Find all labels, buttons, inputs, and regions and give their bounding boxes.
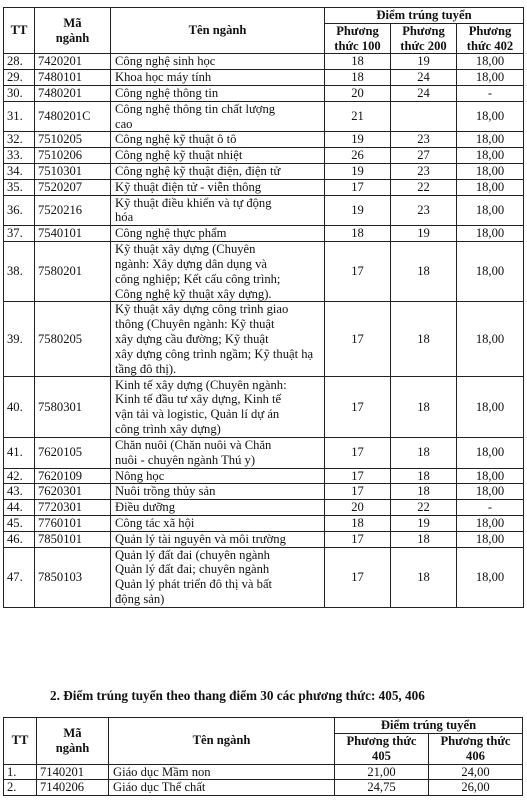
row-code: 7510205 [35,132,111,148]
row-score-100: 18 [325,226,391,242]
row-tt: 28. [4,54,35,70]
row-score-402: 18,00 [457,547,524,608]
row-score-200: 19 [391,226,457,242]
row-name: Công nghệ thông tin chất lượng cao [111,101,325,132]
row-score-402: 18,00 [457,241,524,302]
row-score-200: 18 [391,484,457,500]
row-score-100: 17 [325,302,391,377]
table-row [4,179,524,195]
row-score-200: 18 [391,377,457,438]
row-score-100: 17 [325,531,391,547]
header-method-406: Phương thức 406 [429,734,523,765]
table-row [4,163,524,179]
row-tt: 29. [4,70,35,86]
admission-scores-table-2 [3,717,523,796]
row-score-402: 18,00 [457,101,524,132]
header-code: Mã ngành [37,718,109,765]
header-method-402: Phương thức 402 [457,23,524,54]
row-tt: 32. [4,132,35,148]
row-score-402: 18,00 [457,226,524,242]
header-tt: TT [4,718,37,765]
row-tt: 40. [4,377,35,438]
header-score-group: Điểm trúng tuyển [325,8,524,24]
row-score-200: 22 [391,500,457,516]
row-code: 7520216 [35,195,111,226]
row-score-100: 17 [325,484,391,500]
row-code: 7520207 [35,179,111,195]
row-score-200: 23 [391,163,457,179]
row-score-100: 18 [325,515,391,531]
row-name: Quản lý đất đai (chuyên ngành Quản lý đất đai; chuyên ngành Quản lý phát triển đô thị và bất động sản) [111,547,325,608]
row-score-100: 18 [325,70,391,86]
row-name: Công tác xã hội [111,515,325,531]
table-row [4,484,524,500]
row-code: 7420201 [35,54,111,70]
row-name: Công nghệ kỹ thuật nhiệt [111,148,325,164]
row-name: Kỹ thuật xây dựng (Chuyên ngành: Xây dựng dân dụng và công nghiệp; Kết cấu công trình; Công nghệ kỹ thuật xây dựng). [111,241,325,302]
row-code: 7580205 [35,302,111,377]
admission-scores-table [3,7,524,608]
row-score-100: 17 [325,377,391,438]
row-name: Công nghệ thực phẩm [111,226,325,242]
row-name: Nông học [111,468,325,484]
header-method-200: Phương thức 200 [391,23,457,54]
row-score-402: 18,00 [457,70,524,86]
row-score-402: 18,00 [457,468,524,484]
table-row [4,531,524,547]
row-score-402: 18,00 [457,484,524,500]
table-row [4,780,523,796]
table-row [4,515,524,531]
row-score-406: 26,00 [429,780,523,796]
row-score-100: 17 [325,468,391,484]
table-row [4,226,524,242]
row-score-200: 18 [391,547,457,608]
row-code: 7620105 [35,437,111,468]
row-score-402: 18,00 [457,163,524,179]
row-score-200: 18 [391,437,457,468]
row-code: 7580201 [35,241,111,302]
row-name: Kỹ thuật xây dựng công trình giao thông (Chuyên ngành: Kỹ thuật xây dựng cầu đường; Kỹ thuật xây dựng công trình ngầm; Kỹ thuật hạ tầng đô thị). [111,302,325,377]
row-score-100: 19 [325,195,391,226]
row-tt: 42. [4,468,35,484]
row-score-200: 27 [391,148,457,164]
row-score-405: 24,75 [335,780,429,796]
row-code: 7510301 [35,163,111,179]
row-code: 7480201C [35,101,111,132]
row-score-100: 21 [325,101,391,132]
row-score-100: 19 [325,163,391,179]
row-code: 7850103 [35,547,111,608]
row-score-402: 18,00 [457,515,524,531]
row-tt: 43. [4,484,35,500]
table-row [4,547,524,608]
row-tt: 30. [4,85,35,101]
row-code: 7540101 [35,226,111,242]
row-name: Khoa học máy tính [111,70,325,86]
table-row [4,500,524,516]
table-row [4,764,523,780]
row-tt: 47. [4,547,35,608]
row-code: 7480201 [35,85,111,101]
row-score-405: 21,00 [335,764,429,780]
section-2-title: 2. Điểm trúng tuyển theo thang điểm 30 các phương thức: 405, 406 [50,688,425,703]
row-name: Điều dưỡng [111,500,325,516]
row-score-200: 19 [391,515,457,531]
row-score-100: 26 [325,148,391,164]
row-tt: 37. [4,226,35,242]
row-score-100: 20 [325,500,391,516]
row-tt: 31. [4,101,35,132]
row-tt: 39. [4,302,35,377]
row-score-100: 20 [325,85,391,101]
table-row [4,241,524,302]
row-score-402: 18,00 [457,132,524,148]
row-name: Công nghệ kỹ thuật ô tô [111,132,325,148]
table-row [4,437,524,468]
header-method-405: Phương thức 405 [335,734,429,765]
row-score-402: 18,00 [457,54,524,70]
row-score-200: 18 [391,531,457,547]
row-score-100: 18 [325,54,391,70]
table-row [4,85,524,101]
row-score-200: 24 [391,70,457,86]
row-score-406: 24,00 [429,764,523,780]
table-row [4,70,524,86]
row-score-402: 18,00 [457,531,524,547]
row-score-200: 22 [391,179,457,195]
row-score-200 [391,101,457,132]
row-tt: 38. [4,241,35,302]
row-score-200: 18 [391,241,457,302]
table-row [4,195,524,226]
row-code: 7620301 [35,484,111,500]
row-name: Công nghệ kỹ thuật điện, điện tử [111,163,325,179]
header-tt: TT [4,8,35,54]
row-score-100: 17 [325,547,391,608]
row-score-402: - [457,500,524,516]
row-code: 7140206 [37,780,109,796]
row-name: Nuôi trồng thủy sản [111,484,325,500]
row-score-402: 18,00 [457,437,524,468]
row-score-200: 18 [391,302,457,377]
table-row [4,101,524,132]
row-tt: 33. [4,148,35,164]
table-row [4,302,524,377]
row-code: 7720301 [35,500,111,516]
row-name: Quản lý tài nguyên và môi trường [111,531,325,547]
row-tt: 46. [4,531,35,547]
row-tt: 34. [4,163,35,179]
row-tt: 44. [4,500,35,516]
row-code: 7760101 [35,515,111,531]
header-score-group: Điểm trúng tuyển [335,718,523,734]
row-name: Kỹ thuật điều khiển và tự động hóa [111,195,325,226]
row-score-100: 17 [325,179,391,195]
row-score-402: - [457,85,524,101]
row-score-200: 24 [391,85,457,101]
row-code: 7580301 [35,377,111,438]
row-tt: 2. [4,780,37,796]
row-score-100: 17 [325,241,391,302]
row-code: 7140201 [37,764,109,780]
row-score-200: 23 [391,195,457,226]
row-score-402: 18,00 [457,148,524,164]
row-tt: 1. [4,764,37,780]
header-name: Tên ngành [109,718,335,765]
header-method-100: Phương thức 100 [325,23,391,54]
row-name: Kinh tế xây dựng (Chuyên ngành: Kinh tế đầu tư xây dựng, Kinh tế vận tải và logistic, Quản lí dự án công trình xây dựng) [111,377,325,438]
row-score-200: 23 [391,132,457,148]
row-name: Công nghệ sinh học [111,54,325,70]
row-tt: 36. [4,195,35,226]
row-name: Giáo dục Thể chất [109,780,335,796]
row-score-402: 18,00 [457,302,524,377]
row-tt: 41. [4,437,35,468]
table-row [4,377,524,438]
row-tt: 45. [4,515,35,531]
row-score-200: 19 [391,54,457,70]
row-code: 7510206 [35,148,111,164]
table-row [4,132,524,148]
header-name: Tên ngành [111,8,325,54]
row-score-402: 18,00 [457,195,524,226]
table-row [4,468,524,484]
row-name: Giáo dục Mầm non [109,764,335,780]
row-score-402: 18,00 [457,179,524,195]
row-name: Kỹ thuật điện tử - viễn thông [111,179,325,195]
table-row [4,148,524,164]
row-tt: 35. [4,179,35,195]
row-code: 7620109 [35,468,111,484]
row-score-402: 18,00 [457,377,524,438]
row-code: 7480101 [35,70,111,86]
row-score-100: 19 [325,132,391,148]
row-score-200: 18 [391,468,457,484]
header-code: Mã ngành [35,8,111,54]
table-row [4,54,524,70]
row-name: Chăn nuôi (Chăn nuôi và Chăn nuôi - chuyên ngành Thú y) [111,437,325,468]
row-score-100: 17 [325,437,391,468]
row-code: 7850101 [35,531,111,547]
row-name: Công nghệ thông tin [111,85,325,101]
